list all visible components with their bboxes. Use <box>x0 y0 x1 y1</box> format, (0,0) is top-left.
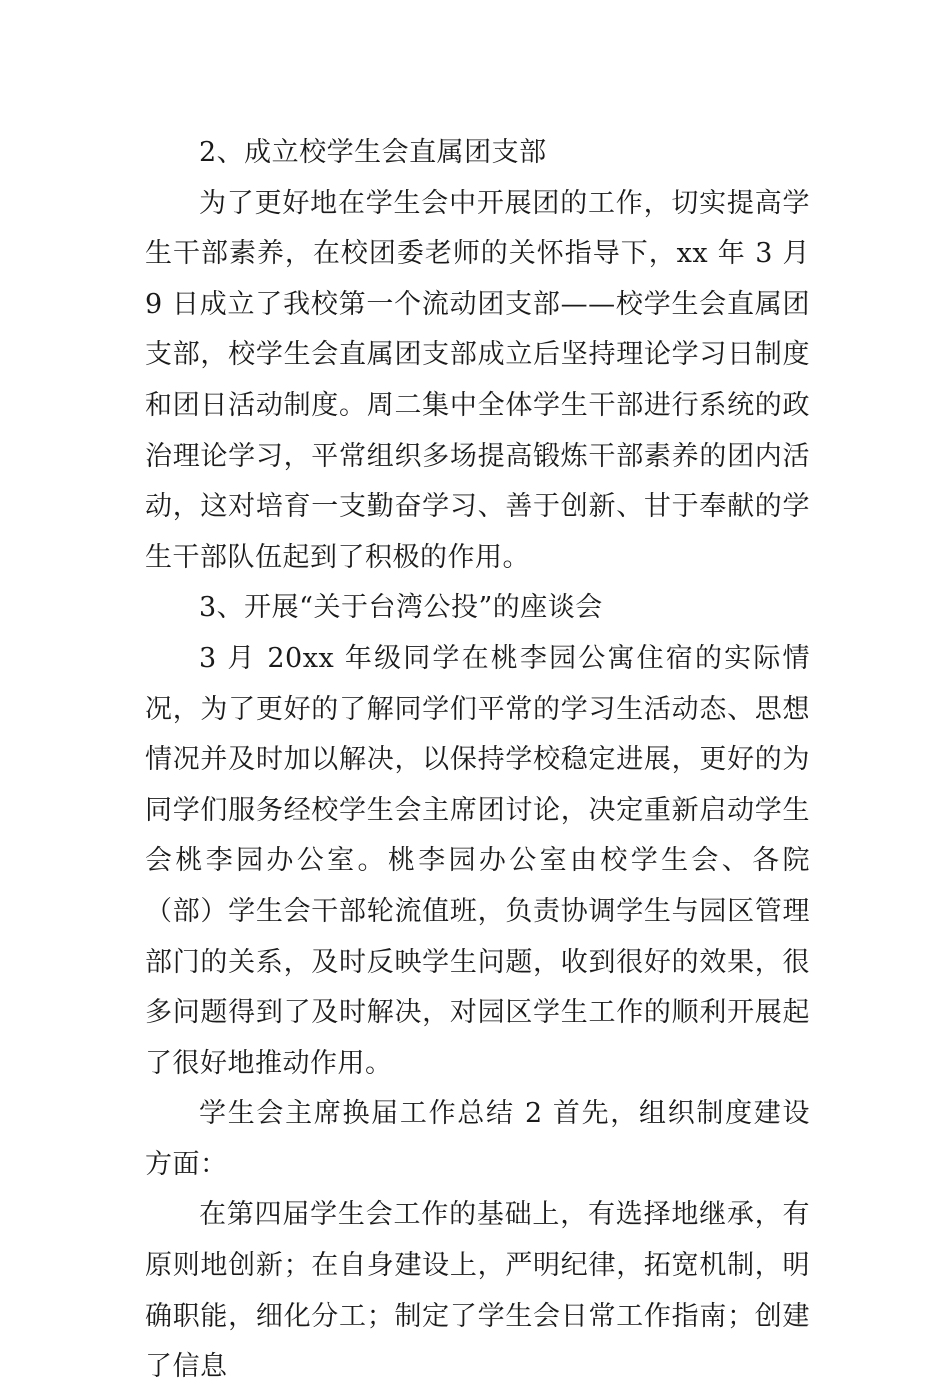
document-body <box>145 128 810 1393</box>
section-heading-2: 2、成立校学生会直属团支部 <box>199 137 547 168</box>
paragraph-league-branch: 为了更好地在学生会中开展团的工作，切实提高学生干部素养，在校团委老师的关怀指导下，xx 年 3 月 9 日成立了我校第一个流动团支部——校学生会直属团支部，校学生会直属团支部成立后坚持理论学习日制度和团日活动制度。周二集中全体学生干部进行系统的政治理论学习，平常组织多场提高锻炼干部素养的团内活动，这对培育一支勤奋学习、善于创新、甘于奉献的学生干部队伍起到了积极的作用。 <box>145 187 810 573</box>
section-heading-3: 3、开展“关于台湾公投”的座谈会 <box>199 592 603 624</box>
paragraph-organization: 在第四届学生会工作的基础上，有选择地继承，有原则地创新；在自身建设上，严明纪律，拓宽机制，明确职能，细化分工；制定了学生会日常工作指南；创建了信息 <box>145 1199 810 1383</box>
summary-heading: 学生会主席换届工作总结 2 首先，组织制度建设方面： <box>145 1098 810 1180</box>
paragraph-taoli-office: 3 月 20xx 年级同学在桃李园公寓住宿的实际情况，为了更好的了解同学们平常的学习生活动态、思想情况并及时加以解决，以保持学校稳定进展，更好的为同学们服务经校学生会主席团讨论，决定重新启动学生会桃李园办公室。桃李园办公室由校学生会、各院（部）学生会干部轮流值班，负责协调学生与园区管理部门的关系，及时反映学生问题，收到很好的效果，很多问题得到了及时解决，对园区学生工作的顺利开展起了很好地推动作用。 <box>145 642 810 1079</box>
